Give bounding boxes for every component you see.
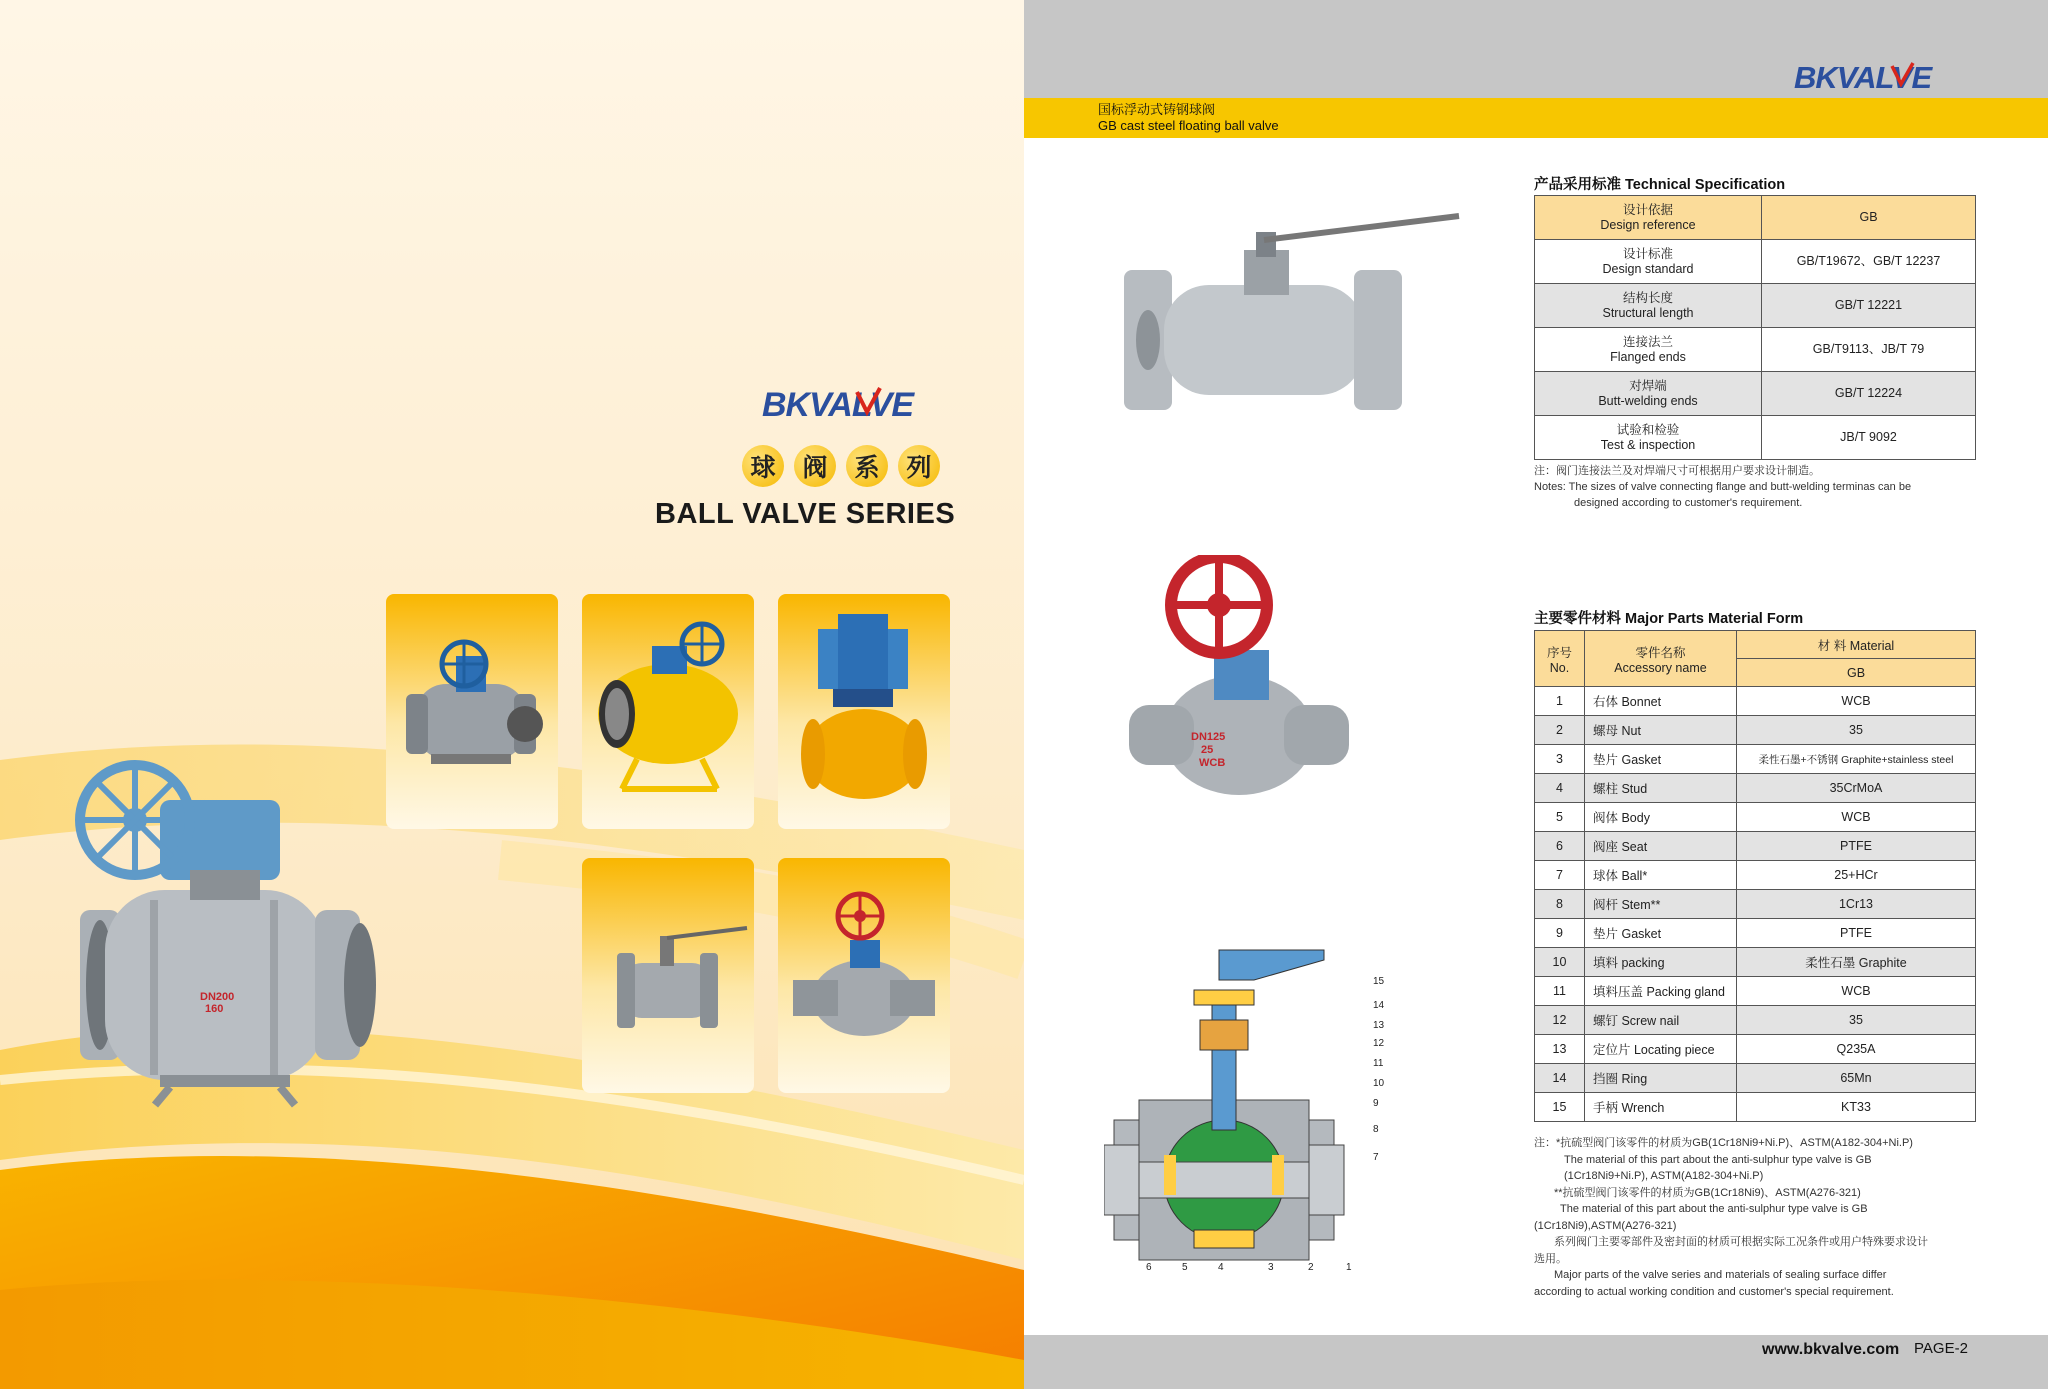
header-cell: GB [1737,659,1976,687]
yellow-ball-valve-image [582,594,754,829]
callout-label: 15 [1373,976,1385,987]
spec-section-title: 产品采用标准 Technical Specification [1534,177,1786,193]
series-char: 球 [742,445,784,487]
header-cell: 材 料 Material [1737,631,1976,659]
svg-text:BKVALVE: BKVALVE [1794,60,1932,92]
table-row: 4 螺柱 Stud 35CrMoA [1535,774,1976,803]
website-url: www.bkvalve.com [1762,1341,1900,1358]
table-cell: JB/T 9092 [1762,416,1976,460]
series-char: 系 [846,445,888,487]
table-cell: 设计依据 Design reference [1535,196,1762,240]
table-row: 2 螺母 Nut 35 [1535,716,1976,745]
table-row: 14 挡圈 Ring 65Mn [1535,1064,1976,1093]
series-char: 阀 [794,445,836,487]
table-row: 15 手柄 Wrench KT33 [1535,1093,1976,1122]
table-cell: GB/T 12224 [1762,372,1976,416]
callout-label: 4 [1218,1262,1224,1273]
product-title [1098,102,1279,134]
table-row: 11 填料压盖 Packing gland WCB [1535,977,1976,1006]
callout-label: 3 [1268,1262,1274,1273]
callout-label: 6 [1146,1262,1152,1273]
table-header-row [1535,631,1976,659]
svg-text:25: 25 [1201,744,1214,756]
product-tile-yellow-valve [582,594,754,829]
table-cell: GB/T 12221 [1762,284,1976,328]
table-row: 6 阀座 Seat PTFE [1535,832,1976,861]
header-cell: 零件名称 Accessory name [1585,631,1737,687]
product-title-en: GB cast steel floating ball valve [1098,118,1279,133]
table-row: 10 填料 packing 柔性石墨 Graphite [1535,948,1976,977]
table-row: 3 垫片 Gasket 柔性石墨+不锈钢 Graphite+stainless steel [1535,745,1976,774]
table-row: 12 螺钉 Screw nail 35 [1535,1006,1976,1035]
table-row: 13 定位片 Locating piece Q235A [1535,1035,1976,1064]
callout-label: 14 [1373,1000,1385,1011]
table-row [1535,284,1976,328]
table-row [1535,372,1976,416]
svg-text:DN200: DN200 [200,991,235,1003]
svg-text:160: 160 [205,1003,224,1015]
table-row [1535,196,1976,240]
spec-note: 注：阀门连接法兰及对焊端尺寸可根据用户要求设计制造。 Notes: The sizes of valve connecting flange and butt-welding terminas can be designed according to customer's requirement. [1534,465,1912,509]
table-cell: GB/T19672、GB/T 12237 [1762,240,1976,284]
product-tile-actuator-valve [778,594,950,829]
series-title-cn [742,445,940,487]
product-tile-welded-gear-valve [778,858,950,1093]
table-row [1535,328,1976,372]
table-cell: GB/T9113、JB/T 79 [1762,328,1976,372]
product-tile-gear-trunnion [386,594,558,829]
table-row: 1 右体 Bonnet WCB [1535,687,1976,716]
table-cell: 试验和检验 Test & inspection [1535,416,1762,460]
callout-label: 9 [1373,1098,1379,1109]
series-char: 列 [898,445,940,487]
table-row: 8 阀杆 Stem** 1Cr13 [1535,890,1976,919]
table-cell: 对焊端 Butt-welding ends [1535,372,1762,416]
callout-label: 11 [1373,1058,1384,1069]
valve-section-drawing [1104,930,1364,1280]
spec-table [1534,195,1976,460]
page-number: PAGE-2 [1914,1340,1968,1357]
series-title-en: BALL VALVE SERIES [655,498,956,530]
table-cell: 设计标准 Design standard [1535,240,1762,284]
parts-note: 注：*抗硫型阀门该零件的材质为GB(1Cr18Ni9+Ni.P)、ASTM(A182-304+Ni.P) The material of this part about the anti-sulphur type valve is GB (1Cr18Ni9+Ni.P), ASTM(A182-304+Ni.P) **抗硫型阀门该零件的材质为GB(1Cr18Ni9)、ASTM(A276-321) The material of this part about the anti-sulphur type valve is GB (1Cr18Ni9),ASTM(A276-321) 系列阀门主要零部件及密封面的材质可根据实际工况条件或用户特殊要求设计 选用。 Major parts of the valve series and materials of sealing surface differ according to actual working condition and customer's special requirement. [1534,1137,1928,1298]
table-cell: 结构长度 Structural length [1535,284,1762,328]
welded-ball-valve-image [778,858,950,1093]
callout-label: 7 [1373,1152,1379,1163]
callout-label: 8 [1373,1124,1379,1135]
product-tile-flanged-valve [582,858,754,1093]
gear-ball-valve-image [386,594,558,829]
table-row: 9 垫片 Gasket PTFE [1535,919,1976,948]
table-row: 5 阀体 Body WCB [1535,803,1976,832]
table-row [1535,416,1976,460]
parts-section-title: 主要零件材料 Major Parts Material Form [1534,611,1804,627]
flanged-ball-valve-photo [1114,210,1474,440]
table-row: 7 球体 Ball* 25+HCr [1535,861,1976,890]
callout-label: 2 [1308,1262,1314,1273]
brand-logo [762,382,942,426]
large-gear-ball-valve-image [60,760,400,1120]
callout-label: 13 [1373,1020,1385,1031]
table-row [1535,240,1976,284]
parts-table [1534,630,1976,1122]
right-page [1024,0,2048,1389]
svg-text:BKVALVE: BKVALVE [762,386,914,424]
flanged-ball-valve-image [582,858,754,1093]
product-title-cn: 国标浮动式铸钢球阀 [1098,102,1216,117]
brand-logo [1794,60,1979,92]
welded-gear-ball-valve-photo [1129,555,1359,825]
callout-label: 1 [1346,1262,1352,1273]
svg-text:WCB: WCB [1199,757,1226,769]
actuator-ball-valve-image [778,594,950,829]
svg-text:DN125: DN125 [1191,731,1226,743]
table-cell: 连接法兰 Flanged ends [1535,328,1762,372]
table-cell: GB [1762,196,1976,240]
header-cell: 序号 No. [1535,631,1585,687]
callout-label: 12 [1373,1038,1385,1049]
callout-label: 10 [1373,1078,1385,1089]
callout-label: 5 [1182,1262,1188,1273]
